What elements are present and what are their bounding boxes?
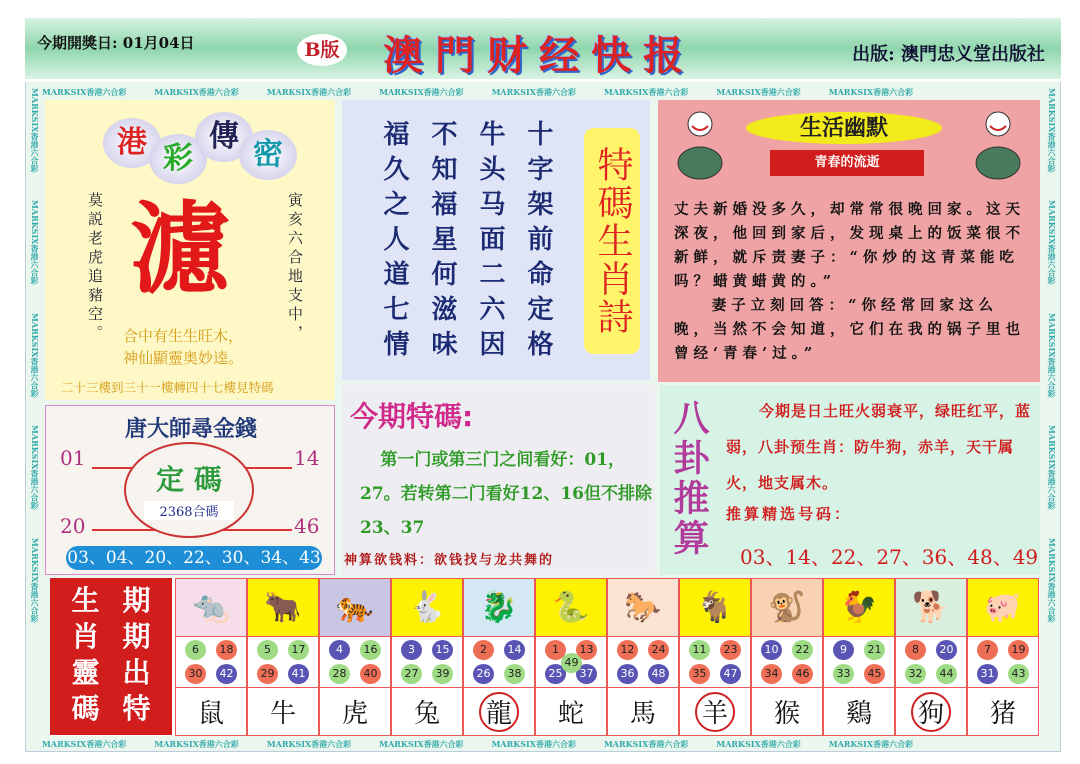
number-ball: 30 [185, 664, 206, 684]
zodiac-numbers [176, 636, 246, 688]
title-char: 肖 [71, 620, 100, 653]
mascot-icon [674, 108, 726, 180]
border-text: MARKSIX香港六合彩 [30, 200, 40, 285]
number-ball: 14 [504, 640, 525, 660]
zodiac-label: 馬 [629, 699, 656, 729]
humor-panel [658, 100, 1040, 382]
zodiac-name [752, 688, 822, 735]
border-strip-right [1046, 88, 1058, 738]
draw-date: 今期開獎日: 01月04日 [37, 34, 195, 52]
number-ball: 1 [545, 640, 566, 660]
zodiac-numbers [896, 636, 966, 688]
number-ball: 25 [545, 664, 566, 684]
poem-panel [342, 100, 650, 380]
border-strip-left [29, 88, 41, 738]
number-ball: 29 [257, 664, 278, 684]
zodiac-label: 龍 [479, 692, 519, 732]
border-text: MARKSIX香港六合彩 [266, 87, 352, 97]
poem-column: 十字架前命定格 [523, 120, 553, 365]
verse-line: 神仙顯靈奥妙逵。 [123, 349, 244, 367]
rooster-icon: 🐓 [824, 579, 894, 636]
zodiac-name [896, 688, 966, 735]
zodiac-column [463, 578, 535, 736]
number-ball: 4 [329, 640, 350, 660]
zodiac-column [391, 578, 463, 736]
number-ball: 22 [792, 640, 813, 660]
zodiac-table-title [50, 578, 172, 735]
bagua-label: 推算精选号码： [726, 505, 853, 523]
border-text: MARKSIX香港六合彩 [1047, 425, 1057, 510]
bagua-title: 八卦推算 [668, 399, 709, 559]
edition-badge: B版 [297, 34, 347, 66]
bagua-panel [660, 385, 1040, 575]
zodiac-numbers [752, 636, 822, 688]
number-ball: 44 [936, 664, 957, 684]
border-text: MARKSIX香港六合彩 [30, 88, 40, 173]
zodiac-label: 猴 [773, 699, 800, 729]
border-text: MARKSIX香港六合彩 [491, 87, 576, 97]
zodiac-column [535, 578, 607, 736]
border-text: MARKSIX香港六合彩 [716, 87, 801, 97]
bagua-numbers: 03、14、22、27、36、48、49 [740, 545, 1039, 569]
zodiac-name [536, 688, 606, 735]
tiger-icon: 🐅 [320, 579, 390, 636]
zodiac-label: 鷄 [845, 699, 872, 729]
zodiac-table [50, 578, 1040, 736]
number-ball: 37 [576, 664, 597, 684]
zodiac-column [175, 578, 247, 736]
zodiac-name [824, 688, 894, 735]
number-ball: 23 [720, 640, 741, 660]
goat-icon: 🐐 [680, 579, 750, 636]
number-ball: 20 [936, 640, 957, 660]
number-ball: 8 [905, 640, 926, 660]
poem-column: 牛头马面二六因 [475, 120, 505, 365]
number-ball: 47 [720, 664, 741, 684]
title-char: 生 [71, 584, 100, 617]
zodiac-name [176, 688, 246, 735]
number-ball: 7 [977, 640, 998, 660]
zodiac-column [895, 578, 967, 736]
zodiac-label: 鼠 [197, 699, 224, 729]
dragon-icon: 🐉 [464, 579, 534, 636]
border-text: MARKSIX香港六合彩 [42, 87, 127, 97]
zodiac-label: 羊 [695, 692, 735, 732]
story-paragraph: 丈夫新婚没多久，却常常很晚回家。这天深夜，他回到家后，发现桌上的饭菜很不新鲜，就斥责妻子：“你炒的这青菜能吃吗？蜡黄蜡黄的。” [674, 201, 1025, 290]
zodiac-name [392, 688, 462, 735]
number-ball: 41 [288, 664, 309, 684]
zodiac-column [319, 578, 391, 736]
horse-icon: 🐎 [608, 579, 678, 636]
monkey-icon: 🐒 [752, 579, 822, 636]
publisher: 出版: 澳門忠义堂出版社 [852, 44, 1045, 65]
zodiac-name [608, 688, 678, 735]
title-char: 期 [122, 620, 151, 653]
zodiac-numbers [320, 636, 390, 688]
zodiac-column [967, 578, 1039, 736]
number-ball: 46 [792, 664, 813, 684]
snake-icon: 🐍 [536, 579, 606, 636]
zodiac-numbers [824, 636, 894, 688]
number-ball: 32 [905, 664, 926, 684]
border-text: MARKSIX香港六合彩 [154, 87, 239, 97]
number-ball: 16 [360, 640, 381, 660]
special-text: 第一门或第三门之间看好：01，27。若转第二门看好12、16但不排除23、37 [360, 450, 652, 538]
poem-column: 不知福星何滋味 [427, 120, 457, 365]
number-ball: 15 [432, 640, 453, 660]
tang-title: 唐大師尋金錢 [124, 416, 257, 442]
corner-number: 46 [294, 514, 320, 538]
story-paragraph: 妻子立刻回答：“你经常回家这么晚，当然不会知道，它们在我的锅子里也曾经‘青春’过。” [674, 297, 1025, 362]
humor-title: 生活幽默 [746, 112, 942, 144]
masthead [25, 18, 1061, 82]
fixed-code: 定 碼 [156, 463, 222, 496]
number-ball: 2 [473, 640, 494, 660]
border-text: MARKSIX香港六合彩 [379, 87, 464, 97]
number-ball: 10 [761, 640, 782, 660]
border-text: MARKSIX香港六合彩 [1047, 200, 1057, 285]
right-verse: 寅亥六合地支中， [286, 192, 304, 344]
number-ball: 19 [1008, 640, 1029, 660]
border-strip-top [42, 87, 1045, 98]
number-ball: 36 [617, 664, 638, 684]
number-ball: 26 [473, 664, 494, 684]
corner-number: 01 [60, 446, 86, 470]
title-char: 特 [122, 692, 151, 725]
dog-icon: 🐕 [896, 579, 966, 636]
pig-icon: 🐖 [968, 579, 1038, 636]
zodiac-label: 猪 [989, 699, 1016, 729]
number-ball: 18 [216, 640, 237, 660]
number-ball: 21 [864, 640, 885, 660]
border-text: MARKSIX香港六合彩 [30, 312, 40, 398]
number-ball: 11 [689, 640, 710, 660]
zodiac-name [320, 688, 390, 735]
combo-code: 2368合碼 [144, 501, 234, 520]
corner-number: 20 [60, 514, 86, 538]
bubble-char: 港 [103, 118, 161, 168]
newspaper-title: 澳門财经快报 [383, 32, 695, 79]
border-text: MARKSIX香港六合彩 [154, 739, 239, 749]
tang-numbers: 03、04、20、22、30、34、43 [67, 548, 321, 568]
zodiac-numbers [680, 636, 750, 688]
bagua-text: 今期是日土旺火弱衰平，绿旺红平，蓝弱，八卦预生肖：防牛狗，赤羊，天干属火，地支属木。 [726, 402, 1032, 492]
title-char: 碼 [71, 692, 100, 725]
zodiac-numbers [608, 636, 678, 688]
border-text: MARKSIX香港六合彩 [266, 739, 352, 749]
number-ball: 43 [1008, 664, 1029, 684]
number-ball: 5 [257, 640, 278, 660]
zodiac-name [248, 688, 318, 735]
special-code-panel [342, 385, 655, 575]
border-text: MARKSIX香港六合彩 [30, 425, 40, 510]
riddle-panel [45, 100, 335, 400]
humor-story [674, 198, 1026, 366]
ox-icon: 🐂 [248, 579, 318, 636]
number-ball: 34 [761, 664, 782, 684]
number-ball: 42 [216, 664, 237, 684]
border-text: MARKSIX香港六合彩 [1047, 312, 1057, 398]
zodiac-label: 牛 [269, 699, 296, 729]
poem-column: 福久之人道七情 [379, 120, 409, 365]
zodiac-numbers [392, 636, 462, 688]
left-verse: 莫説老虎追豬空。 [86, 192, 104, 344]
number-ball: 12 [617, 640, 638, 660]
zodiac-column [679, 578, 751, 736]
border-text: MARKSIX香港六合彩 [603, 87, 689, 97]
verse-line: 合中有生生旺木， [123, 327, 244, 345]
bubble-char: 密 [239, 130, 297, 180]
number-ball: 38 [504, 664, 525, 684]
zodiac-numbers [536, 636, 606, 688]
title-char: 出 [122, 656, 151, 689]
border-text: MARKSIX香港六合彩 [30, 537, 40, 622]
title-char: 期 [122, 584, 151, 617]
rabbit-icon: 🐇 [392, 579, 462, 636]
special-footer: 神算欲钱料：欲钱找与龙共舞的 [344, 553, 555, 568]
zodiac-numbers [464, 636, 534, 688]
zodiac-numbers [968, 636, 1038, 688]
zodiac-name [968, 688, 1038, 735]
border-text: MARKSIX香港六合彩 [828, 739, 914, 749]
number-ball: 40 [360, 664, 381, 684]
number-ball: 48 [648, 664, 669, 684]
border-text: MARKSIX香港六合彩 [603, 739, 689, 749]
number-ball: 6 [185, 640, 206, 660]
border-strip-bottom [42, 739, 1045, 750]
number-ball: 17 [288, 640, 309, 660]
number-ball: 33 [833, 664, 854, 684]
zodiac-numbers [248, 636, 318, 688]
number-ball: 45 [864, 664, 885, 684]
poem-tag: 特碼生肖詩 [584, 128, 640, 354]
border-text: MARKSIX香港六合彩 [716, 739, 801, 749]
bubble-char: 傳 [195, 112, 253, 162]
border-text: MARKSIX香港六合彩 [828, 87, 914, 97]
zodiac-column [247, 578, 319, 736]
number-ball: 24 [648, 640, 669, 660]
riddle-footer: 二十三樓到三十一樓轉四十七樓見特碼 [61, 380, 274, 395]
mascot-icon [972, 108, 1024, 180]
special-title: 今期特碼: [350, 400, 474, 433]
number-ball: 28 [329, 664, 350, 684]
number-ball: 13 [576, 640, 597, 660]
humor-subtitle: 青春的流逝 [770, 150, 924, 176]
zodiac-column [823, 578, 895, 736]
corner-number: 14 [294, 446, 320, 470]
number-ball: 9 [833, 640, 854, 660]
number-ball: 27 [401, 664, 422, 684]
border-text: MARKSIX香港六合彩 [42, 739, 127, 749]
riddle-character: 濾 [130, 191, 230, 308]
rat-icon: 🐀 [176, 579, 246, 636]
number-ball: 31 [977, 664, 998, 684]
zodiac-label: 蛇 [557, 699, 584, 729]
zodiac-column [607, 578, 679, 736]
number-ball: 39 [432, 664, 453, 684]
zodiac-name [464, 688, 534, 735]
border-text: MARKSIX香港六合彩 [379, 739, 464, 749]
tang-master-panel [45, 405, 335, 575]
zodiac-column [751, 578, 823, 736]
number-ball: 35 [689, 664, 710, 684]
zodiac-label: 兔 [413, 699, 440, 729]
title-char: 靈 [71, 656, 100, 689]
border-text: MARKSIX香港六合彩 [1047, 88, 1057, 173]
number-ball: 49 [561, 653, 582, 673]
border-text: MARKSIX香港六合彩 [491, 739, 576, 749]
number-ball: 3 [401, 640, 422, 660]
zodiac-name [680, 688, 750, 735]
border-text: MARKSIX香港六合彩 [1047, 537, 1057, 622]
zodiac-label: 虎 [341, 699, 368, 729]
bubble-char: 彩 [149, 134, 207, 184]
zodiac-label: 狗 [911, 692, 951, 732]
